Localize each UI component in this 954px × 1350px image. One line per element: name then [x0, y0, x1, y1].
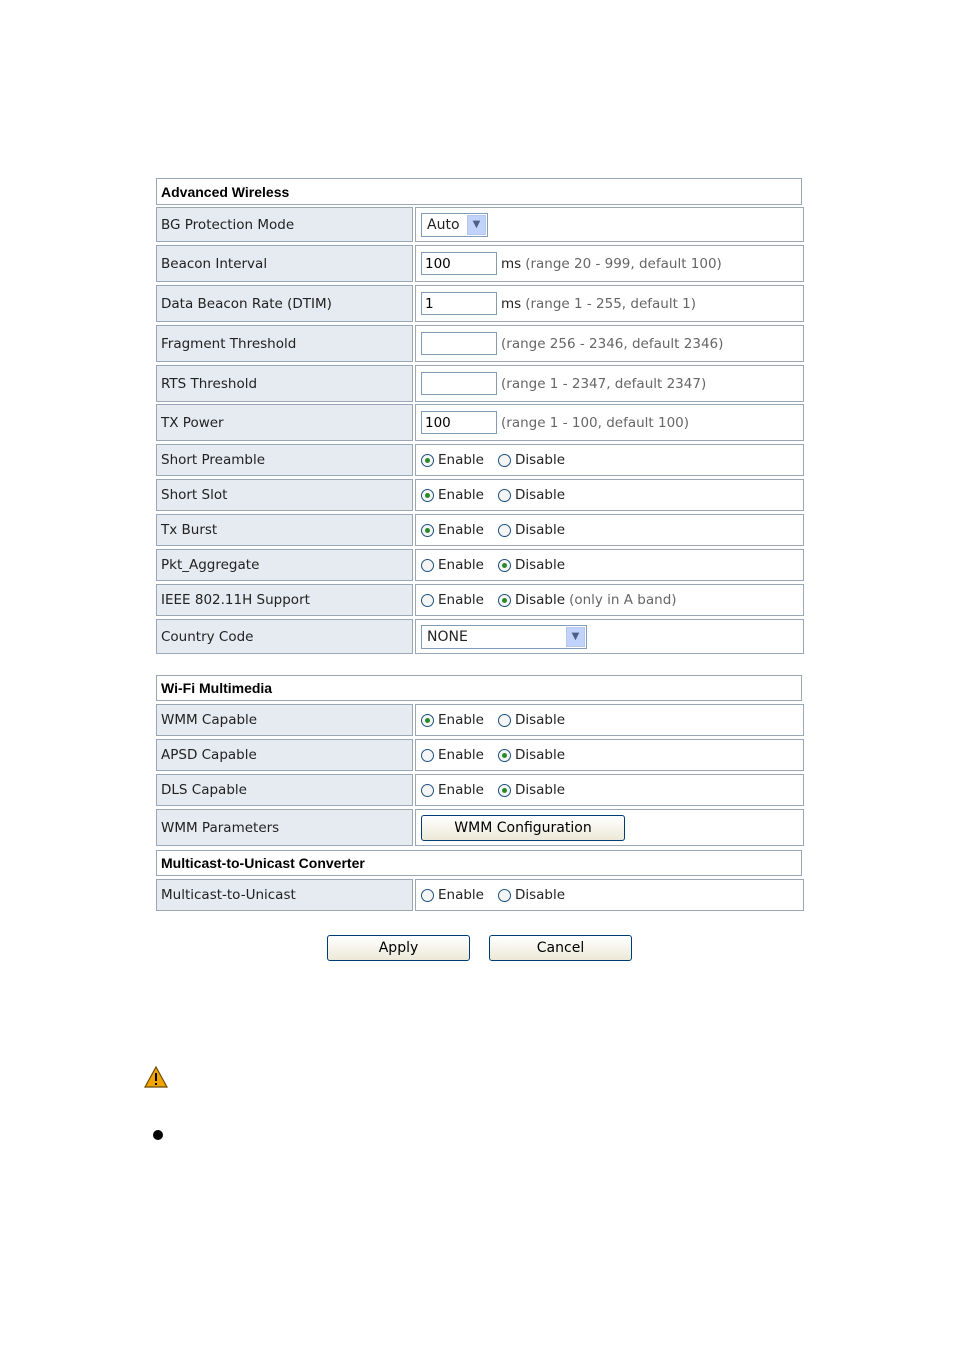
radio-label: Disable [514, 747, 566, 763]
wmm-parameters-label: WMM Parameters [156, 809, 413, 846]
apsd-capable-enable-radio[interactable] [421, 747, 484, 763]
country-code-value: NONE [427, 628, 468, 645]
chevron-down-icon[interactable]: ▼ [467, 215, 486, 235]
ieee80211h-note: (only in A band) [569, 592, 677, 608]
tx-power-label: TX Power [156, 404, 413, 441]
radio-label: Disable [514, 887, 566, 903]
bg-protection-value: Auto [427, 216, 460, 233]
radio-label: Enable [438, 522, 484, 538]
apply-button[interactable]: Apply [327, 935, 470, 961]
radio-indicator [421, 749, 434, 762]
row-bg-protection [156, 207, 804, 242]
radio-indicator [421, 524, 434, 537]
rts-hint: (range 1 - 2347, default 2347) [501, 375, 707, 392]
multicast-disable-radio[interactable] [498, 887, 565, 903]
pkt-aggregate-label: Pkt_Aggregate [156, 549, 413, 581]
radio-indicator [498, 784, 511, 797]
fragment-hint: (range 256 - 2346, default 2346) [501, 335, 724, 352]
radio-label: Enable [438, 747, 484, 763]
wifi-multimedia-header [156, 675, 802, 701]
dtim-unit: ms [501, 295, 522, 312]
radio-indicator [498, 749, 511, 762]
section-title: Wi-Fi Multimedia [161, 680, 273, 696]
dls-capable-disable-radio[interactable] [498, 782, 565, 798]
wmm-configuration-button[interactable]: WMM Configuration [421, 815, 625, 841]
row-dls-capable [156, 774, 804, 806]
pkt-aggregate-enable-radio[interactable] [421, 557, 484, 573]
warning-icon [144, 1066, 168, 1088]
radio-indicator [421, 559, 434, 572]
radio-indicator [498, 594, 511, 607]
row-rts [156, 365, 804, 402]
radio-label: Disable [514, 557, 566, 573]
short-preamble-enable-radio[interactable] [421, 452, 484, 468]
radio-indicator [421, 489, 434, 502]
dls-capable-enable-radio[interactable] [421, 782, 484, 798]
tx-power-hint: (range 1 - 100, default 100) [501, 414, 690, 431]
radio-indicator [498, 454, 511, 467]
row-tx-power [156, 404, 804, 441]
row-country-code [156, 619, 804, 654]
radio-indicator [498, 524, 511, 537]
radio-label: Disable [514, 712, 566, 728]
beacon-hint: (range 20 - 999, default 100) [525, 255, 722, 272]
country-code-select[interactable] [421, 625, 587, 649]
beacon-interval-input[interactable] [421, 252, 497, 275]
rts-label: RTS Threshold [156, 365, 413, 402]
tx-burst-disable-radio[interactable] [498, 522, 565, 538]
radio-indicator [421, 784, 434, 797]
country-code-label: Country Code [156, 619, 413, 654]
dtim-label: Data Beacon Rate (DTIM) [156, 285, 413, 322]
wmm-capable-label: WMM Capable [156, 704, 413, 736]
radio-label: Disable [514, 487, 566, 503]
radio-label: Enable [438, 487, 484, 503]
ieee80211h-label: IEEE 802.11H Support [156, 584, 413, 616]
radio-label: Disable [514, 592, 566, 608]
radio-indicator [421, 594, 434, 607]
fragment-input[interactable] [421, 332, 497, 355]
radio-indicator [498, 714, 511, 727]
row-pkt-aggregate [156, 549, 804, 581]
radio-indicator [421, 454, 434, 467]
dtim-input[interactable] [421, 292, 497, 315]
short-preamble-disable-radio[interactable] [498, 452, 565, 468]
short-slot-disable-radio[interactable] [498, 487, 565, 503]
ieee80211h-disable-radio[interactable] [498, 592, 565, 608]
radio-label: Disable [514, 452, 566, 468]
radio-label: Enable [438, 782, 484, 798]
short-slot-enable-radio[interactable] [421, 487, 484, 503]
row-short-preamble [156, 444, 804, 476]
radio-indicator [498, 489, 511, 502]
bg-protection-label: BG Protection Mode [156, 207, 413, 242]
radio-indicator [498, 889, 511, 902]
cancel-button[interactable]: Cancel [489, 935, 632, 961]
bullet-icon [153, 1130, 163, 1140]
section-title: Advanced Wireless [161, 183, 290, 200]
row-multicast-to-unicast [156, 879, 804, 911]
dtim-hint: (range 1 - 255, default 1) [525, 295, 697, 312]
wmm-capable-enable-radio[interactable] [421, 712, 484, 728]
row-fragment [156, 325, 804, 362]
apsd-capable-label: APSD Capable [156, 739, 413, 771]
row-apsd-capable [156, 739, 804, 771]
radio-indicator [421, 889, 434, 902]
multicast-label: Multicast-to-Unicast [156, 879, 413, 911]
ieee80211h-enable-radio[interactable] [421, 592, 484, 608]
fragment-label: Fragment Threshold [156, 325, 413, 362]
radio-label: Disable [514, 522, 566, 538]
chevron-down-icon[interactable]: ▼ [566, 627, 585, 647]
tx-burst-enable-radio[interactable] [421, 522, 484, 538]
multicast-enable-radio[interactable] [421, 887, 484, 903]
row-short-slot [156, 479, 804, 511]
row-dtim [156, 285, 804, 322]
tx-burst-label: Tx Burst [156, 514, 413, 546]
row-wmm-capable [156, 704, 804, 736]
short-slot-label: Short Slot [156, 479, 413, 511]
dls-capable-label: DLS Capable [156, 774, 413, 806]
bg-protection-select[interactable] [421, 213, 488, 237]
radio-label: Enable [438, 887, 484, 903]
section-title: Multicast-to-Unicast Converter [161, 855, 365, 871]
radio-indicator [498, 559, 511, 572]
radio-label: Enable [438, 557, 484, 573]
radio-label: Enable [438, 592, 484, 608]
row-beacon-interval [156, 245, 804, 282]
multicast-header [156, 850, 802, 876]
radio-label: Enable [438, 452, 484, 468]
rts-input[interactable] [421, 372, 497, 395]
pkt-aggregate-disable-radio[interactable] [498, 557, 565, 573]
apsd-capable-disable-radio[interactable] [498, 747, 565, 763]
radio-label: Disable [514, 782, 566, 798]
radio-label: Enable [438, 712, 484, 728]
radio-indicator [421, 714, 434, 727]
short-preamble-label: Short Preamble [156, 444, 413, 476]
beacon-interval-label: Beacon Interval [156, 245, 413, 282]
advanced-wireless-header [156, 178, 802, 205]
tx-power-input[interactable] [421, 411, 497, 434]
row-wmm-parameters [156, 809, 804, 846]
row-tx-burst [156, 514, 804, 546]
beacon-unit: ms [501, 255, 522, 272]
row-ieee80211h [156, 584, 804, 616]
wmm-capable-disable-radio[interactable] [498, 712, 565, 728]
